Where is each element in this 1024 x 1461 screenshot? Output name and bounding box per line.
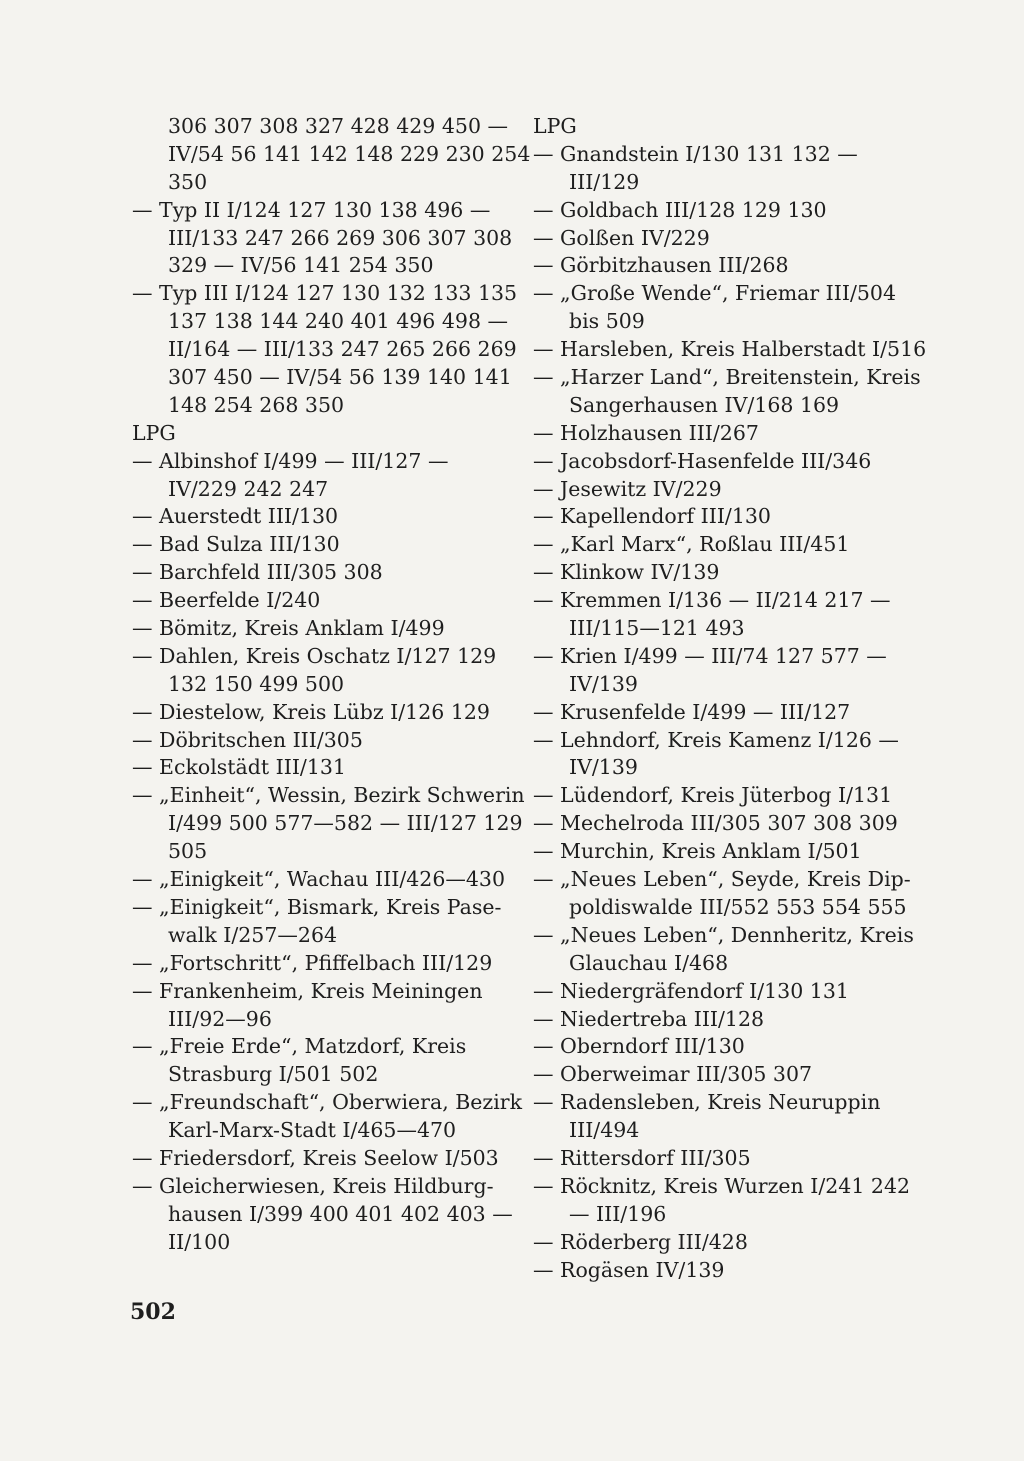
index-line: III/494 [569, 1118, 640, 1143]
index-line: 307 450 — IV/54 56 139 140 141 [168, 365, 512, 390]
index-line: — Krusenfelde I/499 — III/127 [533, 699, 851, 724]
index-line: poldiswalde III/552 553 554 555 [569, 894, 907, 919]
index-line: 306 307 308 327 428 429 450 — [168, 114, 509, 138]
index-line: LPG [132, 420, 176, 445]
index-line: — Diestelow, Kreis Lübz I/126 129 [132, 699, 490, 724]
index-line: II/164 — III/133 247 265 266 269 [168, 337, 517, 362]
index-line: — „Karl Marx“, Roßlau III/451 [533, 532, 850, 557]
index-line: — Görbitzhausen III/268 [533, 253, 789, 278]
index-line: — Krien I/499 — III/74 127 577 — [533, 643, 887, 668]
index-line: — Lüdendorf, Kreis Jüterbog I/131 [533, 783, 893, 808]
index-line: — „Harzer Land“, Breitenstein, Kreis [533, 365, 921, 390]
index-line: 329 — IV/56 141 254 350 [168, 253, 434, 278]
index-line: — Harsleben, Kreis Halberstadt I/516 [533, 337, 927, 362]
index-line: — „Einigkeit“, Bismark, Kreis Pase- [132, 894, 502, 919]
index-line: — „Freie Erde“, Matzdorf, Kreis [132, 1034, 467, 1059]
page-number: 502 [130, 1299, 176, 1325]
index-line: — Jesewitz IV/229 [533, 476, 722, 501]
index-line: — Dahlen, Kreis Oschatz I/127 129 [132, 643, 497, 668]
index-line: hausen I/399 400 401 402 403 — [168, 1201, 513, 1226]
index-line: Sangerhausen IV/168 169 [569, 392, 840, 417]
index-line: — Döbritschen III/305 [132, 727, 363, 752]
index-line: — Rittersdorf III/305 [533, 1145, 751, 1170]
index-line: IV/139 [569, 755, 638, 780]
index-line: — Friedersdorf, Kreis Seelow I/503 [132, 1145, 499, 1170]
index-line: — Klinkow IV/139 [533, 560, 720, 585]
index-line: — Goldbach III/128 129 130 [533, 197, 827, 222]
index-line: — Kapellendorf III/130 [533, 504, 771, 529]
index-line: II/100 [168, 1229, 231, 1254]
index-line: IV/139 [569, 671, 638, 696]
index-line: III/129 [569, 169, 640, 194]
index-line: bis 509 [569, 309, 645, 334]
index-line: III/115—121 493 [569, 616, 745, 641]
index-line: — Auerstedt III/130 [132, 504, 339, 529]
index-line: — Bömitz, Kreis Anklam I/499 [132, 616, 445, 641]
index-line: — „Neues Leben“, Seyde, Kreis Dip- [533, 867, 911, 892]
index-line: — Röcknitz, Kreis Wurzen I/241 242 [533, 1173, 911, 1198]
index-line: IV/54 56 141 142 148 229 230 254 [168, 141, 531, 166]
index-line: — Gnandstein I/130 131 132 — [533, 141, 858, 166]
index-line: — „Einheit“, Wessin, Bezirk Schwerin [132, 783, 525, 808]
index-line: — Niedertreba III/128 [533, 1006, 765, 1031]
index-line: I/499 500 577—582 — III/127 129 [168, 811, 523, 836]
index-line: IV/229 242 247 [168, 476, 329, 501]
index-line: — Typ II I/124 127 130 138 496 — [132, 197, 491, 222]
index-line: — Oberweimar III/305 307 [533, 1062, 813, 1087]
index-line: — Gleicherwiesen, Kreis Hildburg- [132, 1173, 494, 1198]
index-line: — III/196 [569, 1201, 667, 1226]
index-line: — Jacobsdorf-Hasenfelde III/346 [533, 448, 872, 473]
index-line: — Oberndorf III/130 [533, 1034, 745, 1059]
index-line: walk I/257—264 [168, 922, 338, 947]
index-line: — Röderberg III/428 [533, 1229, 748, 1254]
index-line: LPG [533, 114, 577, 138]
index-line: — „Große Wende“, Friemar III/504 [533, 281, 897, 306]
index-line: — Holzhausen III/267 [533, 420, 759, 445]
index-line: — Rogäsen IV/139 [533, 1257, 725, 1282]
index-line: — Murchin, Kreis Anklam I/501 [533, 839, 862, 864]
index-line: — „Fortschritt“, Pfiffelbach III/129 [132, 950, 493, 975]
index-line: — Mechelroda III/305 307 308 309 [533, 811, 898, 836]
index-line: 350 [168, 169, 208, 194]
index-line: — „Neues Leben“, Dennheritz, Kreis [533, 922, 914, 947]
index-line: 132 150 499 500 [168, 671, 345, 696]
index-line: 505 [168, 839, 208, 864]
index-line: Strasburg I/501 502 [168, 1062, 379, 1087]
index-line: III/133 247 266 269 306 307 308 [168, 225, 513, 250]
index-line: — Barchfeld III/305 308 [132, 560, 383, 585]
index-line: 148 254 268 350 [168, 392, 345, 417]
index-line: III/92—96 [168, 1006, 272, 1031]
index-line: Karl-Marx-Stadt I/465—470 [168, 1118, 457, 1143]
index-line: 137 138 144 240 401 496 498 — [168, 309, 509, 334]
index-line: — Eckolstädt III/131 [132, 755, 346, 780]
index-line: Glauchau I/468 [569, 950, 729, 975]
index-line: — Kremmen I/136 — II/214 217 — [533, 588, 891, 613]
index-line: — Frankenheim, Kreis Meiningen [132, 978, 483, 1003]
index-line: — Niedergräfendorf I/130 131 [533, 978, 849, 1003]
index-line: — Albinshof I/499 — III/127 — [132, 448, 449, 473]
index-line: — Golßen IV/229 [533, 225, 710, 250]
index-line: — Radensleben, Kreis Neuruppin [533, 1090, 881, 1115]
index-line: — Typ III I/124 127 130 132 133 135 [132, 281, 518, 306]
index-line: — Bad Sulza III/130 [132, 532, 340, 557]
index-line: — Lehndorf, Kreis Kamenz I/126 — [533, 727, 899, 752]
index-line: — Beerfelde I/240 [132, 588, 321, 613]
index-line: — „Einigkeit“, Wachau III/426—430 [132, 867, 505, 892]
index-line: — „Freundschaft“, Oberwiera, Bezirk [132, 1090, 523, 1115]
index-column-left [132, 113, 531, 1257]
index-column-right [533, 113, 927, 1284]
